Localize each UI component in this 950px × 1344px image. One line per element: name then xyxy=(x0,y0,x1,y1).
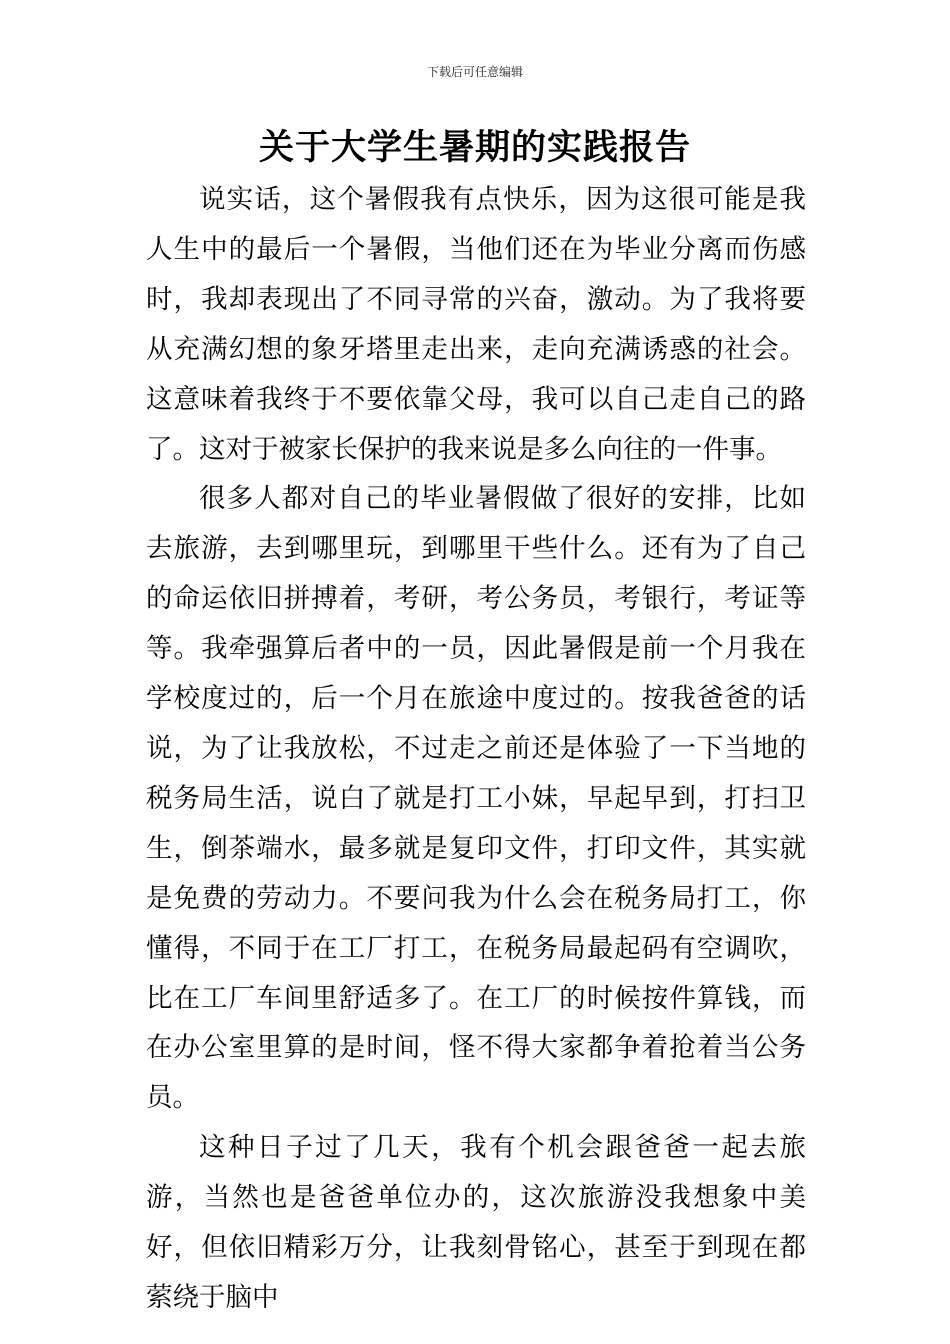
paragraph-2: 很多人都对自己的毕业暑假做了很好的安排，比如去旅游，去到哪里玩，到哪里干些什么。还有为了自己的命运依旧拼搏着，考研，考公务员，考银行，考证等等。我牵强算后者中的一员，因此暑假是前一个月我在学校度过的，后一个月在旅途中度过的。按我爸爸的话说，为了让我放松，不过走之前还是体验了一下当地的税务局生活，说白了就是打工小妹，早起早到，打扫卫生，倒茶端水，最多就是复印文件，打印文件，其实就是免费的劳动力。不要问我为什么会在税务局打工，你懂得，不同于在工厂打工，在税务局最起码有空调吹，比在工厂车间里舒适多了。在工厂的时候按件算钱，而在办公室里算的是时间，怪不得大家都争着抢着当公务员。 xyxy=(146,483,806,1114)
header-note: 下载后可任意编辑 xyxy=(426,65,523,79)
paragraph-1: 说实话，这个暑假我有点快乐，因为这很可能是我人生中的最后一个暑假，当他们还在为毕业分离而伤感时，我却表现出了不同寻常的兴奋，激动。为了我将要从充满幻想的象牙塔里走出来，走向充满诱惑的社会。这意味着我终于不要依靠父母，我可以自己走自己的路了。这对于被家长保护的我来说是多么向往的一件事。 xyxy=(146,184,806,465)
document-title: 关于大学生暑期的实践报告 xyxy=(258,128,691,168)
document-body xyxy=(146,175,806,1323)
paragraph-3: 这种日子过了几天，我有个机会跟爸爸一起去旅游，当然也是爸爸单位办的，这次旅游没我想象中美好，但依旧精彩万分，让我刻骨铭心，甚至于到现在都萦绕于脑中 xyxy=(146,1132,806,1313)
